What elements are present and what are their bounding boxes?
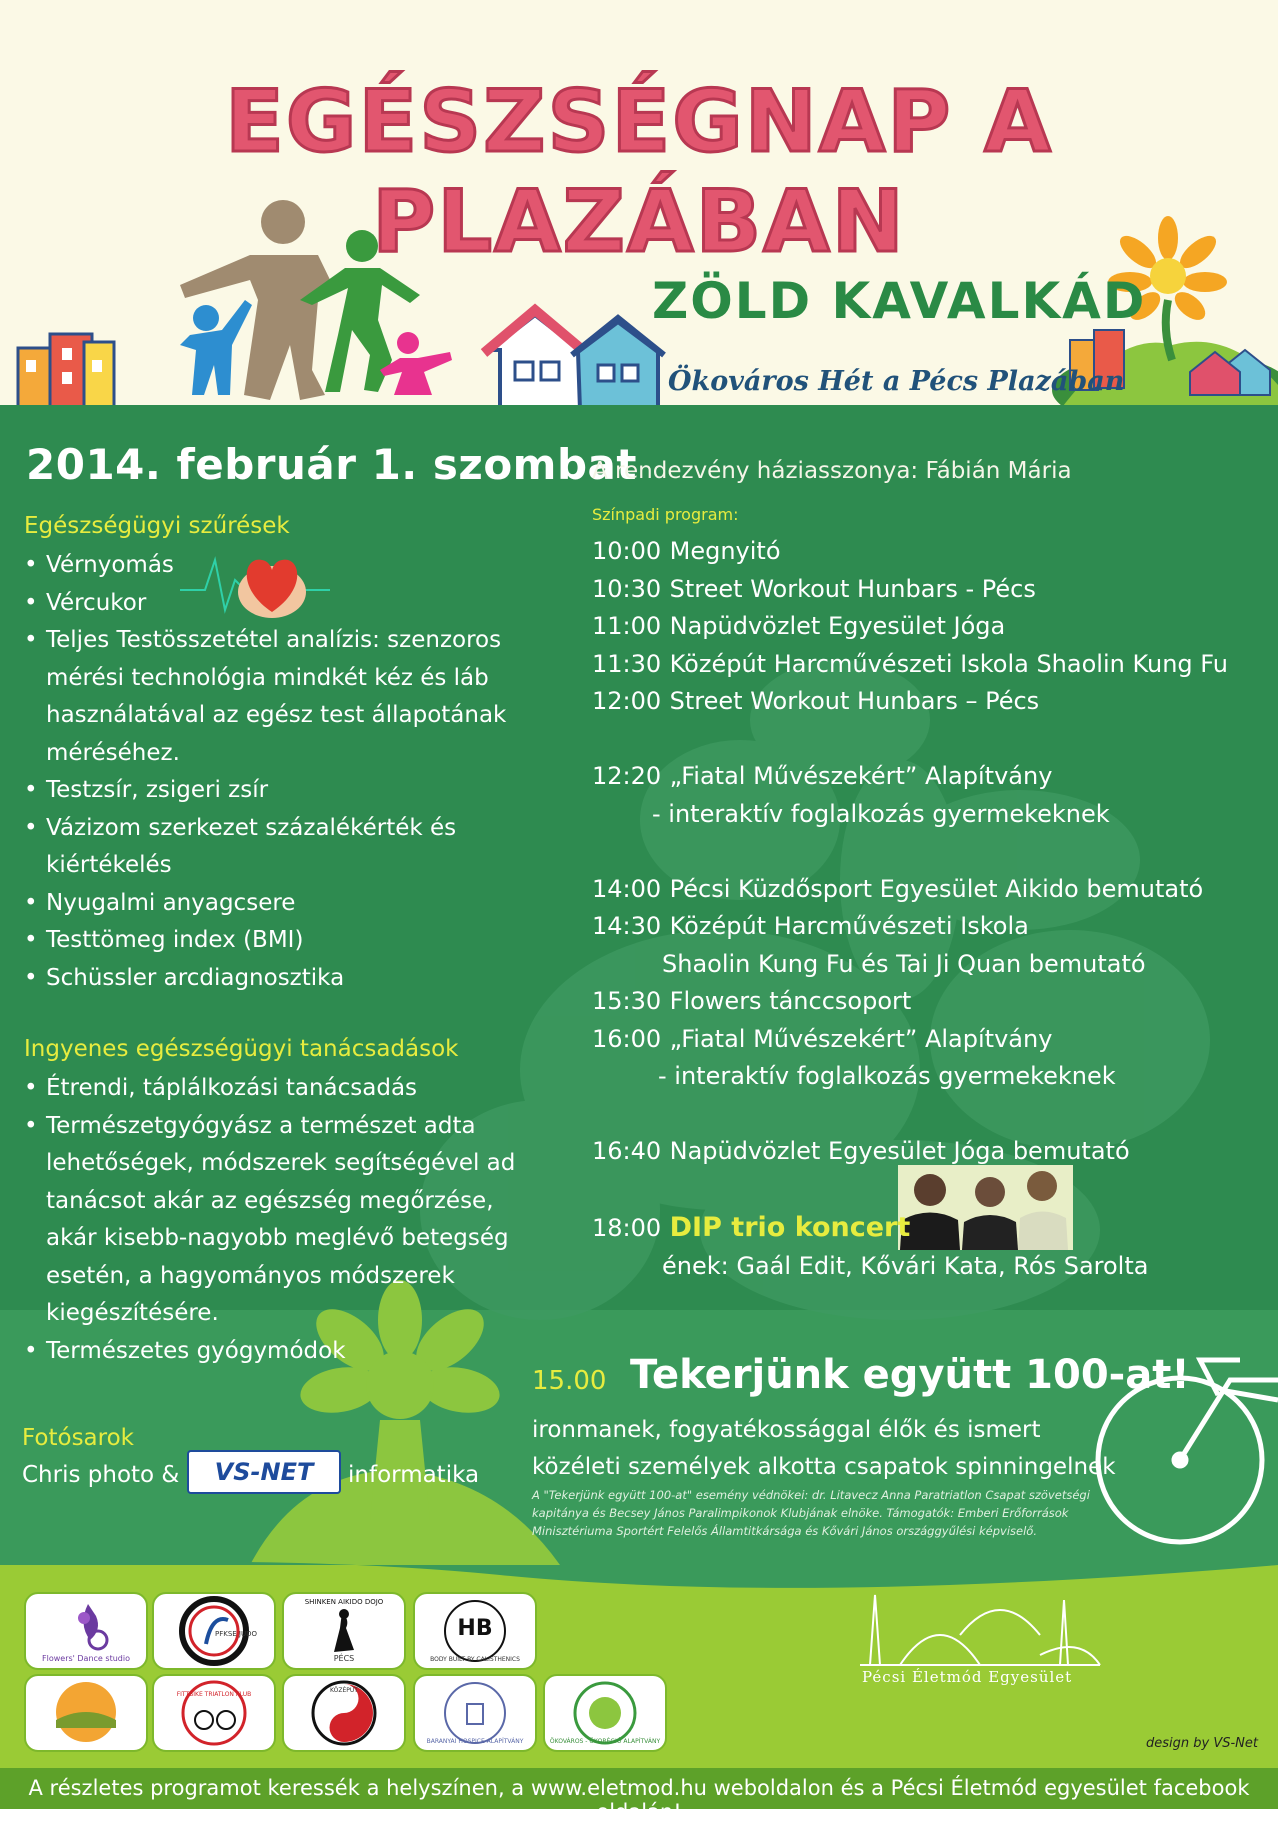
logo-aikido: SHINKEN AIKIDO DOJO PÉCS (282, 1592, 406, 1670)
schedule-row: 15:30 Flowers tánccsoport (592, 987, 912, 1015)
bike-title: Tekerjünk együtt 100-at! (630, 1352, 1190, 1398)
bike-patrons: A "Tekerjünk együtt 100-at" esemény védnökei: dr. Litavecz Anna Paratriatlon Csapat szövetségi kapitánya és Becsey János Paralimpikonok Klubjának elnöke. Támogatók: Emberi Erőforrások Minisztériuma Sportért Felelős Államtitkársága és Kővári János országgyűlési képviselő. (532, 1488, 1090, 1538)
list-item-continued: kiegészítésére. (46, 1300, 219, 1326)
photo-corner-text: Chris photo & (22, 1462, 180, 1488)
schedule-row-continued: - interaktív foglalkozás gyermekeknek (658, 1062, 1116, 1090)
schedule-row: 10:00 Megnyitó (592, 537, 781, 565)
tagline: Ökováros Hét a Pécs Plazában (668, 366, 1125, 397)
list-item-continued: akár kisebb-nagyobb meglévő betegség (46, 1225, 509, 1251)
main-title: EGÉSZSÉGNAP A PLAZÁBAN (225, 72, 1053, 272)
schedule-row-continued: Shaolin Kung Fu és Tai Ji Quan bemutató (662, 949, 1146, 978)
list-item-continued: használatával az egész test állapotának (46, 702, 507, 728)
schedule-row-concert: 18:00 DIP trio koncert (592, 1212, 911, 1243)
organizer-name: Pécsi Életmód Egyesület (862, 1668, 1073, 1686)
list-item: • Vérnyomás (24, 547, 506, 585)
schedule-row: 16:40 Napüdvözlet Egyesület Jóga bemutató (592, 1137, 1130, 1165)
list-item: • Természetes gyógymódok (24, 1333, 515, 1371)
screening-list (24, 547, 506, 997)
schedule-row: 16:00 „Fiatal Művészekért” Alapítvány (592, 1024, 1053, 1053)
footer (0, 1768, 1278, 1824)
footer-text: A részletes programot keressék a helyszínen, a www.eletmod.hu weboldalon és a Pécsi Életmód egyesület facebook oldalán! (28, 1776, 1250, 1824)
schedule-row: 10:30 Street Workout Hunbars - Pécs (592, 574, 1036, 603)
subtitle: ZÖLD KAVALKÁD (652, 272, 1147, 330)
logo-kozeput: KÖZÉPÚT (282, 1674, 406, 1752)
schedule-row: 11:30 Középút Harcművészeti Iskola Shaolin Kung Fu (592, 649, 1228, 678)
logo-flowers-dance: Flowers' Dance studio (24, 1592, 148, 1670)
list-item: • Testzsír, zsigeri zsír (24, 772, 506, 810)
stage-program-label: Színpadi program: (592, 505, 739, 524)
list-item-continued: lehetőségek, módszerek segítségével ad (46, 1150, 516, 1176)
schedule-row: 14:30 Középút Harcművészeti Iskola (592, 912, 1029, 940)
list-item: • Étrendi, táplálkozási tanácsadás (24, 1070, 515, 1108)
logo-sun (24, 1674, 148, 1752)
list-item: • Nyugalmi anyagcsere (24, 885, 506, 923)
list-item-continued: esetén, a hagyományos módszerek (46, 1262, 455, 1289)
list-item: • Vázizom szerkezet százalékérték és (24, 810, 506, 848)
list-item-continued: méréséhez. (46, 739, 180, 766)
logo-calisthenics: HB BODY BUILT BY CALISTHENICS (413, 1592, 537, 1670)
schedule-row: 12:20 „Fiatal Művészekért” Alapítvány (592, 762, 1053, 790)
event-date: 2014. február 1. szombat (26, 440, 637, 489)
advice-title: Ingyenes egészségügyi tanácsadások (24, 1036, 459, 1062)
advice-list (24, 1070, 515, 1370)
vsnet-logo: VS-NET (187, 1450, 341, 1494)
list-item: • Teljes Testösszetétel analízis: szenzoros (24, 622, 506, 660)
schedule-row: 14:00 Pécsi Küzdősport Egyesület Aikido bemutató (592, 874, 1204, 903)
list-item-continued: tanácsot akár az egészség megőrzése, (46, 1187, 494, 1214)
schedule-row-continued: ének: Gaál Edit, Kővári Kata, Rós Sarolta (662, 1252, 1149, 1280)
design-credit: design by VS-Net (1146, 1736, 1258, 1751)
logo-okovaros: ÖKOVÁROS - ÖKORÉGIÓ ALAPÍTVÁNY (543, 1674, 667, 1752)
screening-title: Egészségügyi szűrések (24, 513, 290, 539)
photo-corner-title: Fotósarok (22, 1425, 134, 1451)
logo-judo: PFKSE JUDO (152, 1592, 276, 1670)
list-item: • Természetgyógyász a természet adta (24, 1108, 515, 1146)
photo-corner-text-end: informatika (348, 1462, 480, 1488)
list-item: • Schüssler arcdiagnosztika (24, 960, 506, 998)
schedule-row: 11:00 Napüdvözlet Egyesület Jóga (592, 612, 1006, 640)
bike-time: 15.00 (532, 1366, 607, 1396)
list-item: • Testtömeg index (BMI) (24, 922, 506, 960)
list-item-continued: kiértékelés (46, 852, 172, 878)
list-item: • Vércukor (24, 585, 506, 623)
logo-triatlon: FITTBIKE TRIATLON KLUB (152, 1674, 276, 1752)
stage-schedule (592, 533, 1228, 1286)
list-item-continued: mérési technológia mindkét kéz és láb (46, 664, 489, 691)
bike-description: ironmanek, fogyatékossággal élők és ismert közéleti személyek alkotta csapatok spinningelnek (532, 1417, 1116, 1480)
schedule-row: 12:00 Street Workout Hunbars – Pécs (592, 687, 1040, 715)
pecsi-skyline-icon (860, 1595, 1100, 1665)
schedule-row-continued: - interaktív foglalkozás gyermekeknek (652, 799, 1110, 828)
host-line: A rendezvény háziasszonya: Fábián Mária (592, 458, 1072, 484)
logo-hospice: BARANYAI HOSPICE ALAPÍTVÁNY (413, 1674, 537, 1752)
